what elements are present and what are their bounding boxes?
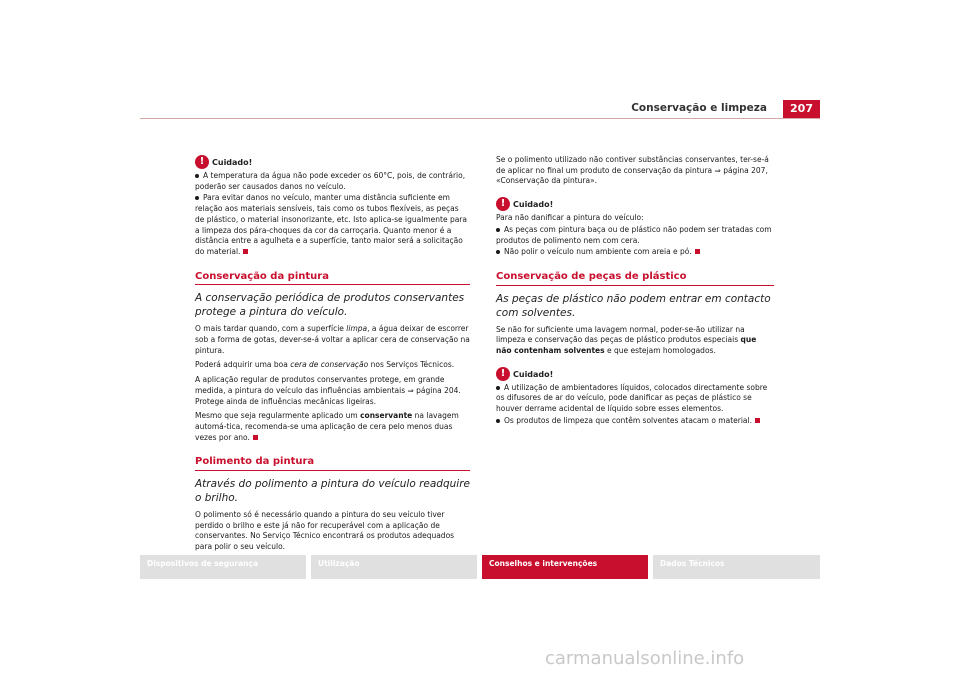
warning-icon: ! xyxy=(496,367,510,381)
caution-item: Não polir o veículo num ambiente com areia e pó. xyxy=(496,247,774,258)
warning-icon: ! xyxy=(496,197,510,211)
caution-title: Cuidado! xyxy=(513,370,554,380)
caution-item: As peças com pintura baça ou de plástico não podem ser tratadas com produtos de polimento nem com cera. xyxy=(496,224,772,245)
section-subtitle: As peças de plástico não podem entrar em contacto com solventes. xyxy=(496,292,771,319)
caution-header xyxy=(496,197,774,211)
paragraph: A aplicação regular de produtos conservantes protege, em grande medida, a pintura do veículo das influências ambientais ⇒ página 204. Protege ainda de influências mecânicas ligeiras. xyxy=(195,375,461,406)
page-number: 207 xyxy=(783,100,820,118)
caution-item: A utilização de ambientadores líquidos, colocados directamente sobre os difusores de ar do veículo, pode danificar as peças de plástico se houver derrame acidental de líquido sobre esses elementos. xyxy=(496,382,768,414)
paragraph: O mais tardar quando, com a superfície limpa, a água deixar de escorrer sob a forma de gotas, dever-se-á voltar a aplicar cera de conservação na pintura. xyxy=(195,324,470,355)
bullet-icon xyxy=(195,196,199,200)
bullet-icon xyxy=(496,386,500,390)
caution-header xyxy=(195,155,470,169)
watermark: carmanualsonline.info xyxy=(545,648,745,669)
section-subtitle: Através do polimento a pintura do veículo readquire o brilho. xyxy=(195,478,470,505)
caution-item: Para evitar danos no veículo, manter uma distância suficiente em relação aos materiais sensíveis, tais como os tubos flexíveis, as peças de plástico, o material insonorizante, etc. Isto aplica-se igualmente para a limpeza dos pára-choques da cor da carroçaria. Quanto menor é a distância entre a agulheta e a superfície, tanto maior será a solicitação do material. xyxy=(195,193,467,256)
left-column xyxy=(195,155,470,557)
header-rule xyxy=(140,118,820,119)
warning-icon: ! xyxy=(195,155,209,169)
caution-intro: Para não danificar a pintura do veículo: xyxy=(496,213,644,223)
bullet-icon xyxy=(195,174,199,178)
caution-item: A temperatura da água não pode exceder os 60°C, pois, de contrário, poderão ser causados danos no veículo. xyxy=(195,171,466,191)
bullet-icon xyxy=(496,250,500,254)
page-header-title: Conservação e limpeza xyxy=(631,102,767,114)
section-title-plastic: Conservação de peças de plástico xyxy=(496,272,774,286)
footer-tab-safety[interactable]: Dispositivos de segurança xyxy=(140,555,306,579)
bullet-icon xyxy=(496,228,500,232)
end-mark-icon xyxy=(253,435,258,440)
section-subtitle: A conservação periódica de produtos conservantes protege a pintura do veículo. xyxy=(195,292,465,319)
paragraph: Poderá adquirir uma boa cera de conservação nos Serviços Técnicos. xyxy=(195,360,455,370)
footer-tab-tips[interactable]: Conselhos e intervenções xyxy=(482,555,648,579)
section-title-paint: Conservação da pintura xyxy=(195,272,470,286)
bullet-icon xyxy=(496,419,500,423)
caution-item: Os produtos de limpeza que contêm solventes atacam o material. xyxy=(496,416,774,427)
footer-tab-technical[interactable]: Dados Técnicos xyxy=(653,555,820,579)
section-title-polish: Polimento da pintura xyxy=(195,457,470,471)
end-mark-icon xyxy=(695,249,700,254)
paragraph: Mesmo que seja regularmente aplicado um conservante na lavagem automá-tica, recomenda-se uma aplicação de cera pelo menos duas vezes por ano. xyxy=(195,411,459,442)
caution-header xyxy=(496,367,774,381)
footer-tab-usage[interactable]: Utilização xyxy=(311,555,477,579)
paragraph: Se o polimento utilizado não contiver substâncias conservantes, ter-se-á de aplicar no final um produto de conservação da pintura ⇒ página 207, «Conservação da pintura». xyxy=(496,155,769,186)
right-column xyxy=(496,155,774,431)
caution-title: Cuidado! xyxy=(212,158,253,168)
end-mark-icon xyxy=(755,418,760,423)
caution-title: Cuidado! xyxy=(513,200,554,210)
caution-box xyxy=(496,367,774,427)
caution-box xyxy=(195,155,470,258)
end-mark-icon xyxy=(243,249,248,254)
paragraph: O polimento só é necessário quando a pintura do seu veículo tiver perdido o brilho e este já não for recuperável com a aplicação de conservantes. No Serviço Técnico encontrará os produtos adequados para polir o seu veículo. xyxy=(195,510,455,552)
caution-box xyxy=(496,197,774,258)
paragraph: Se não for suficiente uma lavagem normal, poder-se-ão utilizar na limpeza e conservação das peças de plástico produtos especiais que não contenham solventes e que estejam homologados. xyxy=(496,324,757,356)
